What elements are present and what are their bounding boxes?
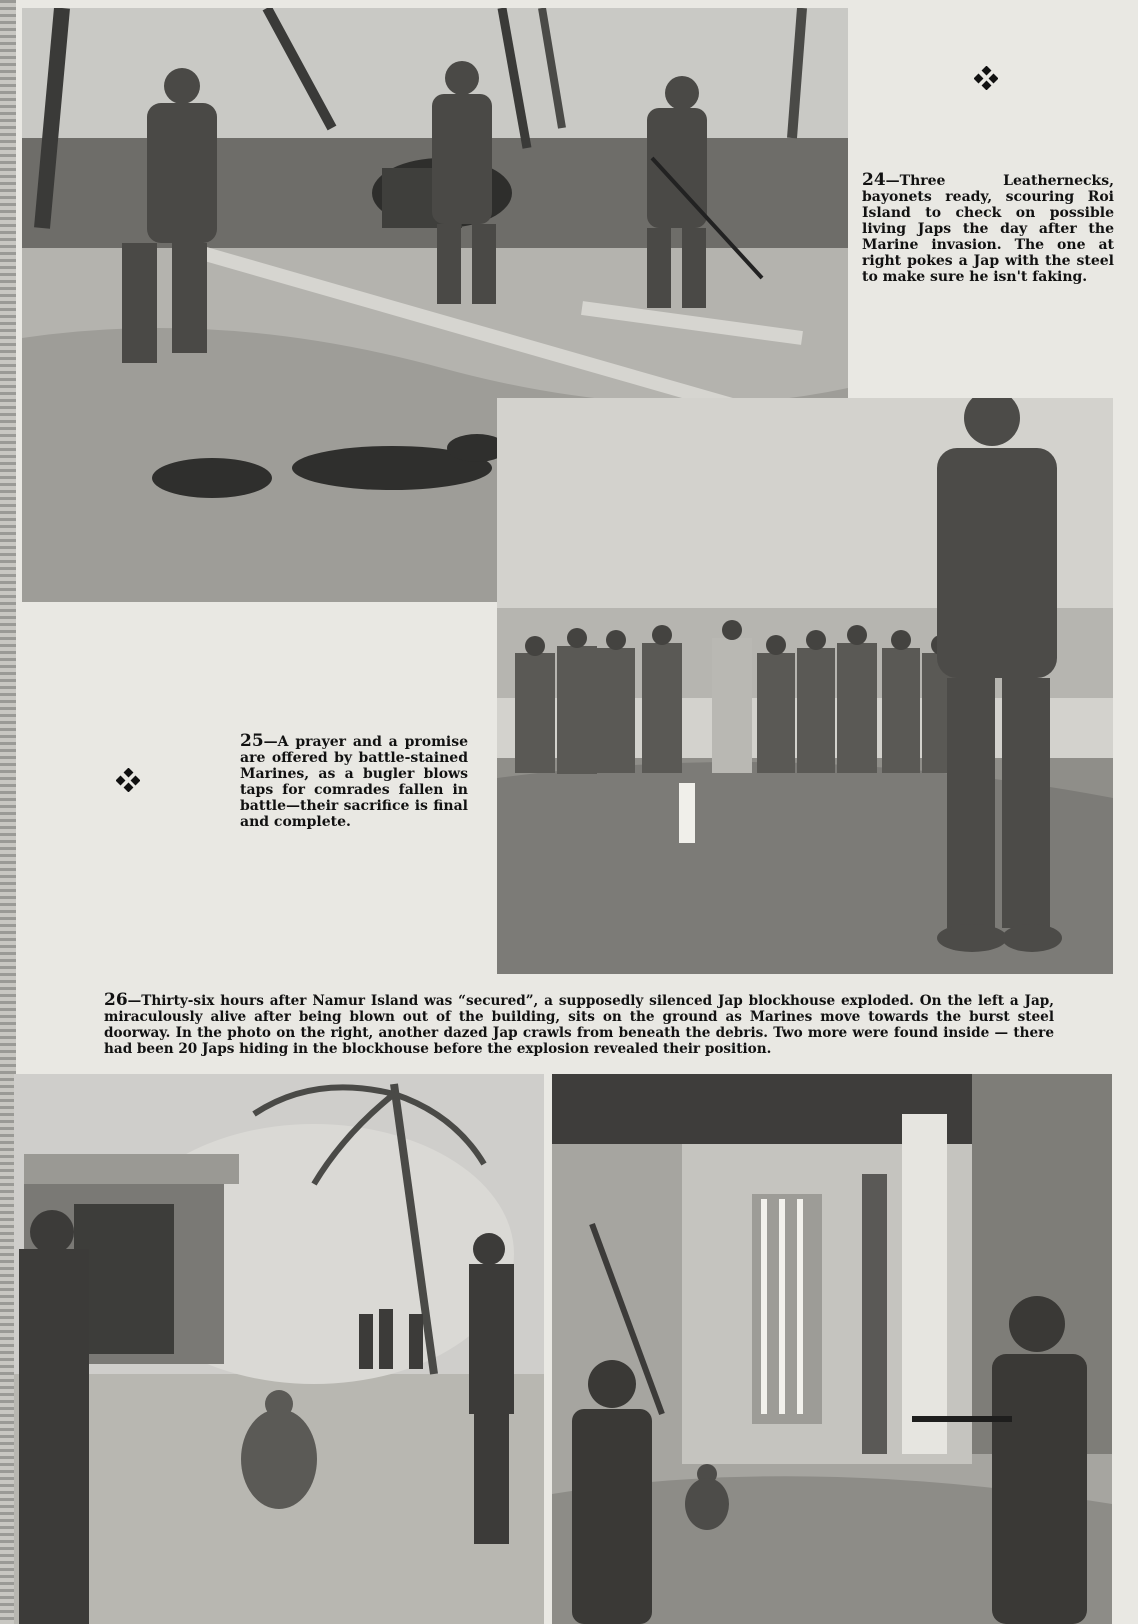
caption-text: —Thirty-six hours after Namur Island was “secured”, a supposedly silenced Jap blockhouse exploded. On the left a Jap, miraculously alive after being blown out of the building, sits on the ground as Marines move towards the burst steel doorway. In the photo on the right, another dazed Jap crawls from beneath the debris. Two more were found inside — there had been 20 Japs hiding in the blockhouse before the explosion revealed their position. <box>104 993 1054 1057</box>
diamond-ornament-icon <box>116 768 140 792</box>
caption-number: 26 <box>104 990 128 1010</box>
diamond-ornament-icon <box>974 66 998 90</box>
caption-text: —A prayer and a promise are offered by battle-stained Marines, as a bugler blows taps for comrades fallen in battle—their sacrifice is final and complete. <box>240 734 468 830</box>
caption-25 <box>240 733 468 830</box>
caption-number: 24 <box>862 170 886 190</box>
caption-24 <box>862 172 1114 285</box>
photo-prayer-taps <box>497 398 1113 974</box>
caption-text: —Three Leathernecks, bayonets ready, scouring Roi Island to check on possible living Japs the day after the Marine invasion. The one at right pokes a Jap with the steel to make sure he isn't faking. <box>862 173 1114 285</box>
photo-blockhouse-left <box>14 1074 544 1624</box>
caption-26 <box>104 992 1054 1057</box>
photo-blockhouse-right <box>552 1074 1112 1624</box>
caption-number: 25 <box>240 731 264 751</box>
